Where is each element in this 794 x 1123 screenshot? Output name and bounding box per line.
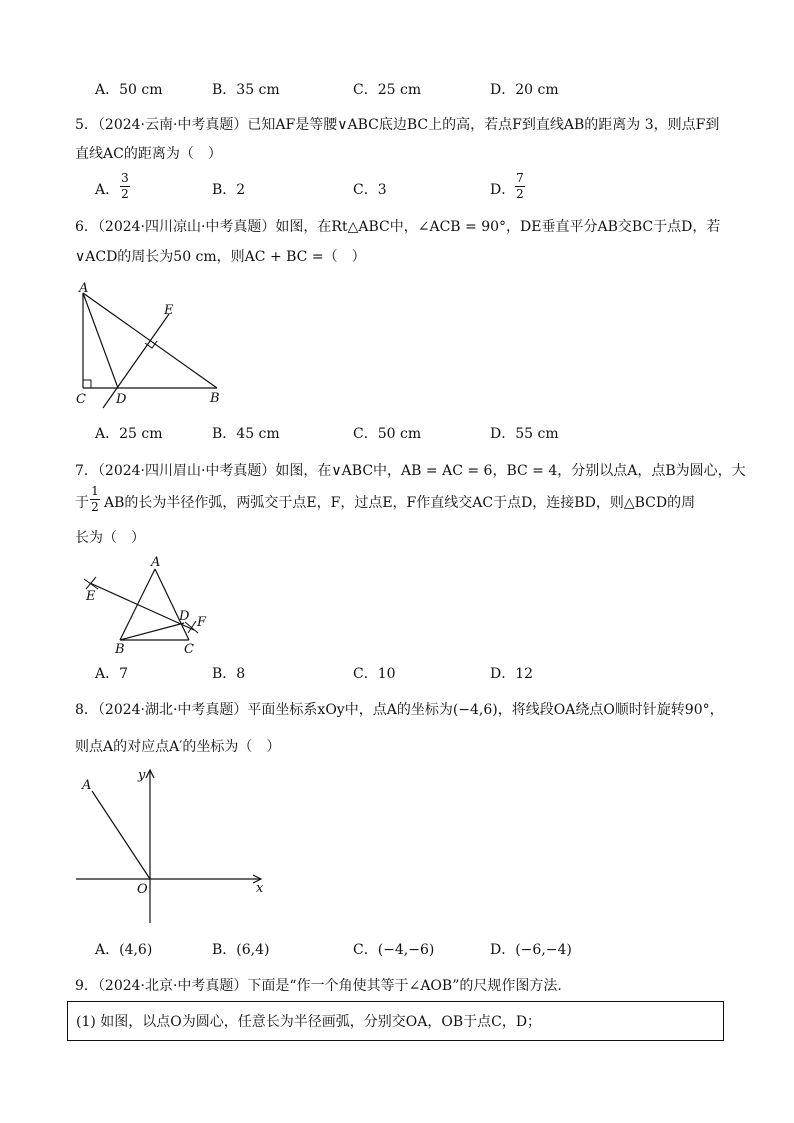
fraction-denominator: 2 [516, 187, 524, 201]
q6-line-1: 6．（2024·四川凉山·中考真题）如图，在Rt△ABC中，∠ACB = 90°，DE垂直平分AB交BC于点D，若 [75, 219, 721, 235]
q7-triangle-figure [70, 555, 220, 655]
q5-option-d-label: D． [490, 182, 516, 198]
q4-option-b: B．35 cm [212, 82, 280, 98]
q7-fraction-half [90, 485, 100, 514]
segment-ad [83, 293, 118, 388]
q5-option-a-label: A． [95, 182, 120, 198]
q8-line-2: 则点A的对应点A′的坐标为（ ） [75, 739, 281, 755]
segment-oa [92, 791, 150, 879]
q4-option-c: C．25 cm [353, 82, 422, 98]
q4-option-d: D．20 cm [490, 82, 559, 98]
fraction-numerator: 1 [91, 484, 99, 498]
q8-option-d: D．(−6,−4) [490, 942, 572, 958]
q7-line-1: 7．（2024·四川眉山·中考真题）如图，在∨ABC中，AB = AC = 6，BC = 4，分别以点A，点B为圆心，大 [75, 463, 746, 479]
q6-triangle-figure [70, 280, 270, 415]
q7-option-d: D．12 [490, 666, 534, 682]
label-a: A [151, 555, 161, 570]
fraction-denominator: 2 [121, 187, 129, 201]
q6-option-d: D．55 cm [490, 426, 559, 442]
q8-line-1: 8．（2024·湖北·中考真题）平面坐标系xOy中，点A的坐标为(−4,6)，将线段OA绕点O顺时针旋转90°， [75, 702, 724, 718]
fraction-numerator: 3 [121, 171, 129, 185]
q7-line-2-prefix: 于 [75, 495, 89, 511]
segment-bd [120, 623, 184, 640]
label-b: B [115, 642, 125, 657]
arc-mark-e [84, 577, 98, 589]
label-y: y [138, 768, 146, 783]
q7-option-c: C．10 [353, 666, 396, 682]
q6-line-2: ∨ACD的周长为50 cm，则AC + BC =（ ） [75, 249, 366, 265]
label-a: A [79, 281, 89, 296]
label-b: B [210, 391, 220, 406]
q5-line-1: 5．（2024·云南·中考真题）已知AF是等腰∨ABC底边BC上的高，若点F到直线AB的距离为 3，则点F到 [75, 117, 720, 133]
q8-option-a: A．(4,6) [95, 942, 153, 958]
label-d: D [179, 609, 190, 624]
q7-line-2-rest: AB的长为半径作弧，两弧交于点E，F，过点E，F作直线交AC于点D，连接BD，则△BCD的周 [104, 495, 696, 511]
fraction-numerator: 7 [516, 171, 524, 185]
line-de [103, 314, 169, 408]
label-o: O [137, 882, 148, 897]
q9-step-1-text: (1) 如图，以点O为圆心，任意长为半径画弧，分别交OA，OB于点C，D； [76, 1014, 542, 1030]
q8-option-c: C．(−4,−6) [353, 942, 435, 958]
label-c: C [76, 392, 86, 407]
q9-line-1: 9．（2024·北京·中考真题）下面是“作一个角使其等于∠AOB”的尺规作图方法. [75, 978, 562, 994]
fraction-denominator: 2 [91, 500, 99, 514]
q8-coordinate-figure [70, 765, 280, 925]
label-e: E [164, 303, 174, 318]
label-d: D [116, 392, 127, 407]
q5-option-a-fraction [120, 172, 130, 201]
label-c: C [184, 642, 194, 657]
q7-line-3: 长为（ ） [75, 530, 145, 546]
q5-option-b: B．2 [212, 182, 246, 198]
q9-step-box [67, 1001, 724, 1041]
q5-option-c: C．3 [353, 182, 387, 198]
q8-option-b: B．(6,4) [212, 942, 270, 958]
q7-option-a: A．7 [95, 666, 129, 682]
label-f: F [197, 615, 207, 630]
right-angle-mark-c [83, 380, 91, 388]
label-e: E [86, 589, 96, 604]
q7-option-b: B．8 [212, 666, 246, 682]
q6-option-a: A．25 cm [95, 426, 163, 442]
label-a: A [82, 778, 92, 793]
q6-option-c: C．50 cm [353, 426, 422, 442]
q4-option-a: A．50 cm [95, 82, 163, 98]
q5-option-d-fraction [515, 172, 525, 201]
label-x: x [256, 881, 264, 896]
q6-option-b: B．45 cm [212, 426, 280, 442]
q5-line-2: 直线AC的距离为（ ） [75, 146, 222, 162]
